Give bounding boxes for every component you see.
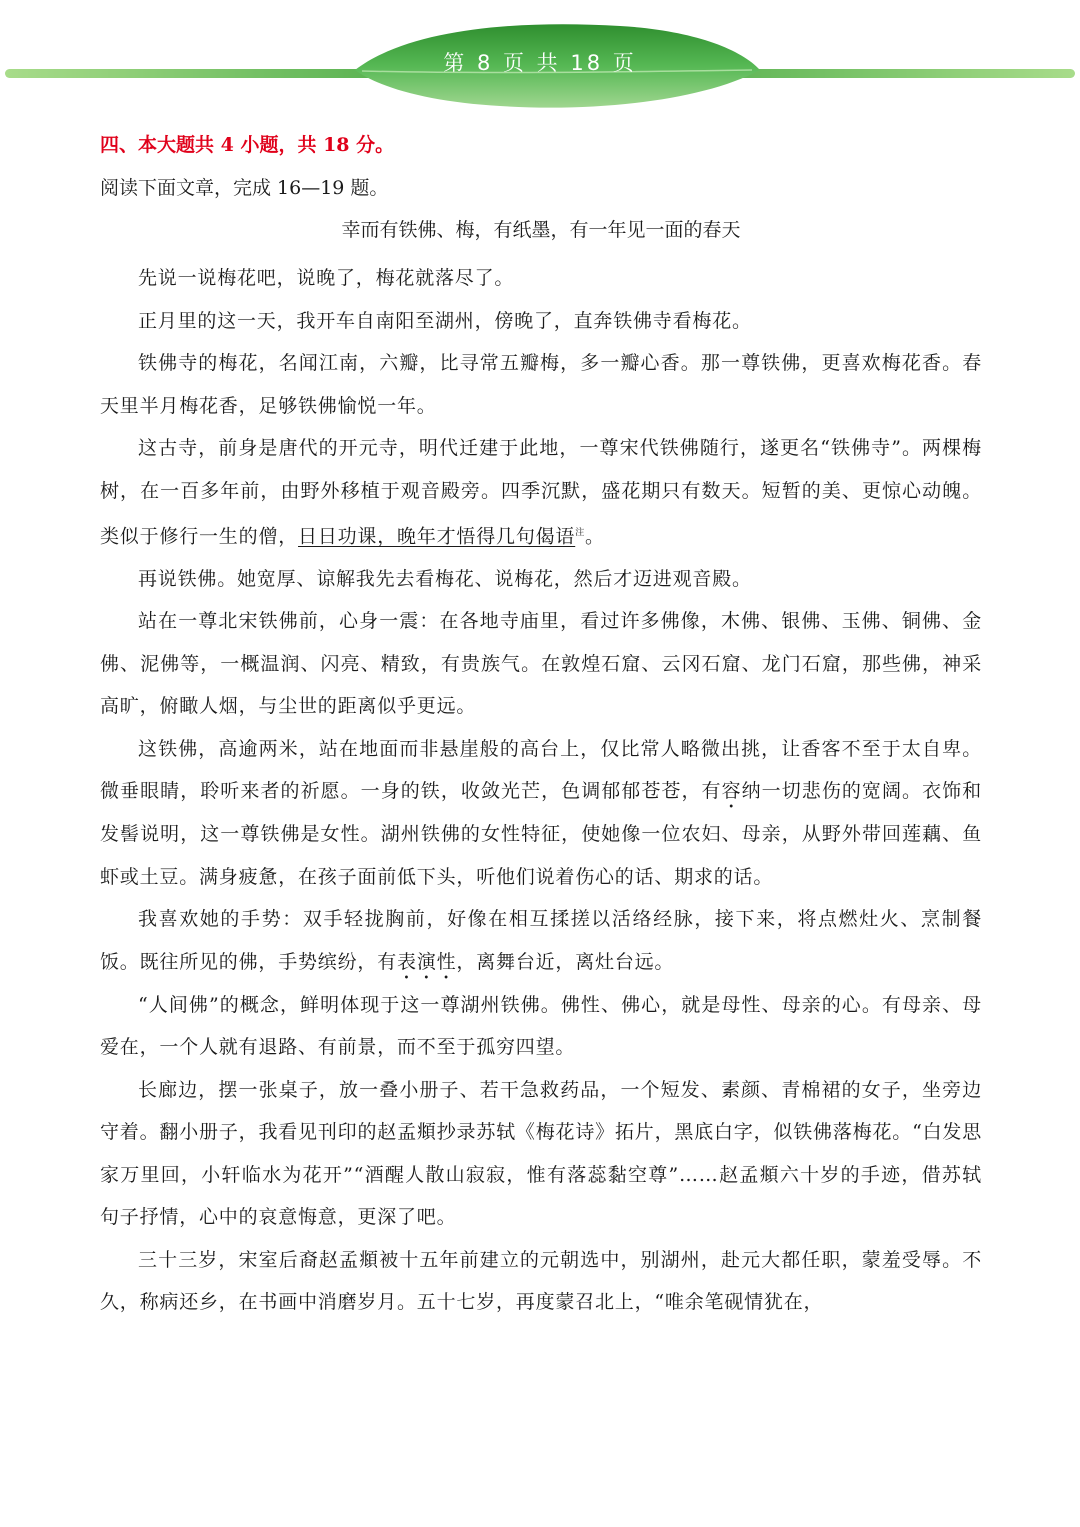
paragraph: 铁佛寺的梅花，名闻江南，六瓣，比寻常五瓣梅，多一瓣心香。那一尊铁佛，更喜欢梅花香。春天里半月梅花香，足够铁佛愉悦一年。 xyxy=(100,352,982,417)
paragraph: 长廊边，摆一张桌子，放一叠小册子、若干急救药品，一个短发、素颜、青棉裙的女子，坐旁边守着。翻小册子，我看见刊印的赵孟頫抄录苏轼《梅花诗》拓片，黑底白字，似铁佛落梅花。“白发思家万里回，小轩临水为花开”“酒醒人散山寂寂，惟有落蕊黏空尊”……赵孟頫六十岁的手迹，借苏轼句子抒情，心中的哀意悔意，更深了吧。 xyxy=(100,1078,982,1229)
paragraph-text: 纳一切悲伤的宽阔。衣饰和发髻说明，这一尊铁佛是女性。湖州铁佛的女性特征，使她像一位农妇、母亲，从野外带回莲藕、鱼虾或土豆。满身疲惫，在孩子面前低下头，听他们说着伤心的话、期求的话。 xyxy=(100,780,982,888)
page-number: 第 8 页 共 18 页 xyxy=(443,51,637,75)
paragraph xyxy=(100,427,982,558)
paragraph-text: ，离舞台近，离灶台远。 xyxy=(456,950,675,973)
paragraph xyxy=(100,898,982,984)
paragraph-text: 。 xyxy=(585,525,605,548)
paragraph: 三十三岁，宋室后裔赵孟頫被十五年前建立的元朝选中，别湖州，赴元大都任职，蒙羞受辱。不久，称病还乡，在书画中消磨岁月。五十七岁，再度蒙召北上，“唯余笔砚情犹在， xyxy=(100,1248,982,1314)
reading-instruction: 阅读下面文章，完成 16—19 题。 xyxy=(100,177,389,199)
paragraph-text: 我喜欢她的手势：双手轻拢胸前，好像在相互揉搓以活络经脉，接下来，将点燃灶火、烹制餐饭。既往所见的佛，手势缤纷，有 xyxy=(100,908,982,973)
paragraph: 再说铁佛。她宽厚、谅解我先去看梅花、说梅花，然后才迈进观音殿。 xyxy=(138,567,752,590)
paragraph: “人间佛”的概念，鲜明体现于这一尊湖州铁佛。佛性、佛心，就是母性、母亲的心。有母亲、母爱在，一个人就有退路、有前景，而不至于孤穷四望。 xyxy=(100,993,982,1059)
paragraph: 站在一尊北宋铁佛前，心身一震：在各地寺庙里，看过许多佛像，木佛、银佛、玉佛、铜佛、金佛、泥佛等，一概温润、闪亮、精致，有贵族气。在敦煌石窟、云冈石窟、龙门石窟，那些佛，神采高旷，俯瞰人烟，与尘世的距离似乎更远。 xyxy=(100,610,982,718)
dotted-emphasis-word: 容 xyxy=(721,780,742,803)
paragraph xyxy=(100,728,982,899)
note-marker: 注 xyxy=(575,528,586,538)
paragraph-text: 这古寺，前身是唐代的开元寺，明代迁建于此地，一尊宋代铁佛随行，遂更名“铁佛寺”。两棵梅树，在一百多年前，由野外移植于观音殿旁。四季沉默，盛花期只有数天。短暂的美、更惊心动魄。类似于修行一生的僧， xyxy=(100,437,982,548)
underlined-sentence: 日日功课，晚年才悟得几句偈语 xyxy=(298,525,576,548)
paragraph-text: 这铁佛，高逾两米，站在地面而非悬崖般的高台上，仅比常人略微出挑，让香客不至于太自卑。微垂眼睛，聆听来者的祈愿。一身的铁，收敛光芒，色调郁郁苍苍，有 xyxy=(100,737,982,803)
section-heading: 四、本大题共 4 小题，共 18 分。 xyxy=(100,134,395,156)
paragraph: 正月里的这一天，我开车自南阳至湖州，傍晚了，直奔铁佛寺看梅花。 xyxy=(138,309,752,332)
article-body xyxy=(100,257,982,1324)
paragraph: 先说一说梅花吧，说晚了，梅花就落尽了。 xyxy=(138,267,515,289)
dotted-emphasis-word: 表演性 xyxy=(397,950,457,973)
article-title: 幸而有铁佛、梅，有纸墨，有一年见一面的春天 xyxy=(341,219,741,241)
